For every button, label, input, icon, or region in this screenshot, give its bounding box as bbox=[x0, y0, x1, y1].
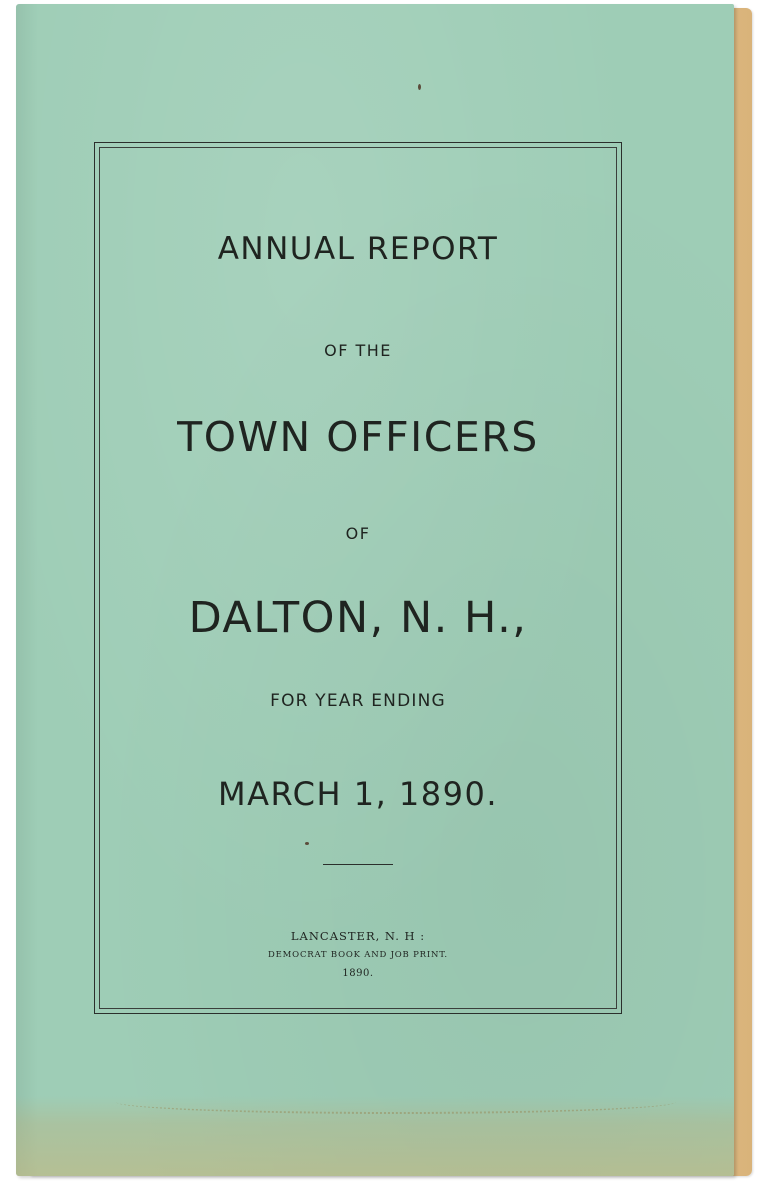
title-for-year-ending: FOR YEAR ENDING bbox=[270, 691, 446, 711]
imprint-year: 1890. bbox=[342, 968, 374, 979]
title-town-officers: TOWN OFFICERS bbox=[177, 413, 539, 461]
divider-rule bbox=[323, 864, 393, 865]
title-of-the: OF THE bbox=[324, 341, 392, 360]
title-annual-report: ANNUAL REPORT bbox=[217, 231, 499, 267]
paper-speck bbox=[418, 84, 421, 90]
title-dalton: DALTON, N. H., bbox=[188, 593, 528, 643]
title-date: MARCH 1, 1890. bbox=[217, 775, 499, 813]
title-of: OF bbox=[345, 524, 371, 543]
imprint-city: LANCASTER, N. H : bbox=[290, 929, 426, 943]
report-cover bbox=[16, 4, 734, 1176]
border-frame-inner bbox=[99, 147, 617, 1009]
imprint-printer: DEMOCRAT BOOK AND JOB PRINT. bbox=[268, 950, 448, 960]
border-frame bbox=[94, 142, 622, 1014]
spine-shade bbox=[16, 4, 38, 1176]
water-stain-edge bbox=[116, 1090, 676, 1114]
